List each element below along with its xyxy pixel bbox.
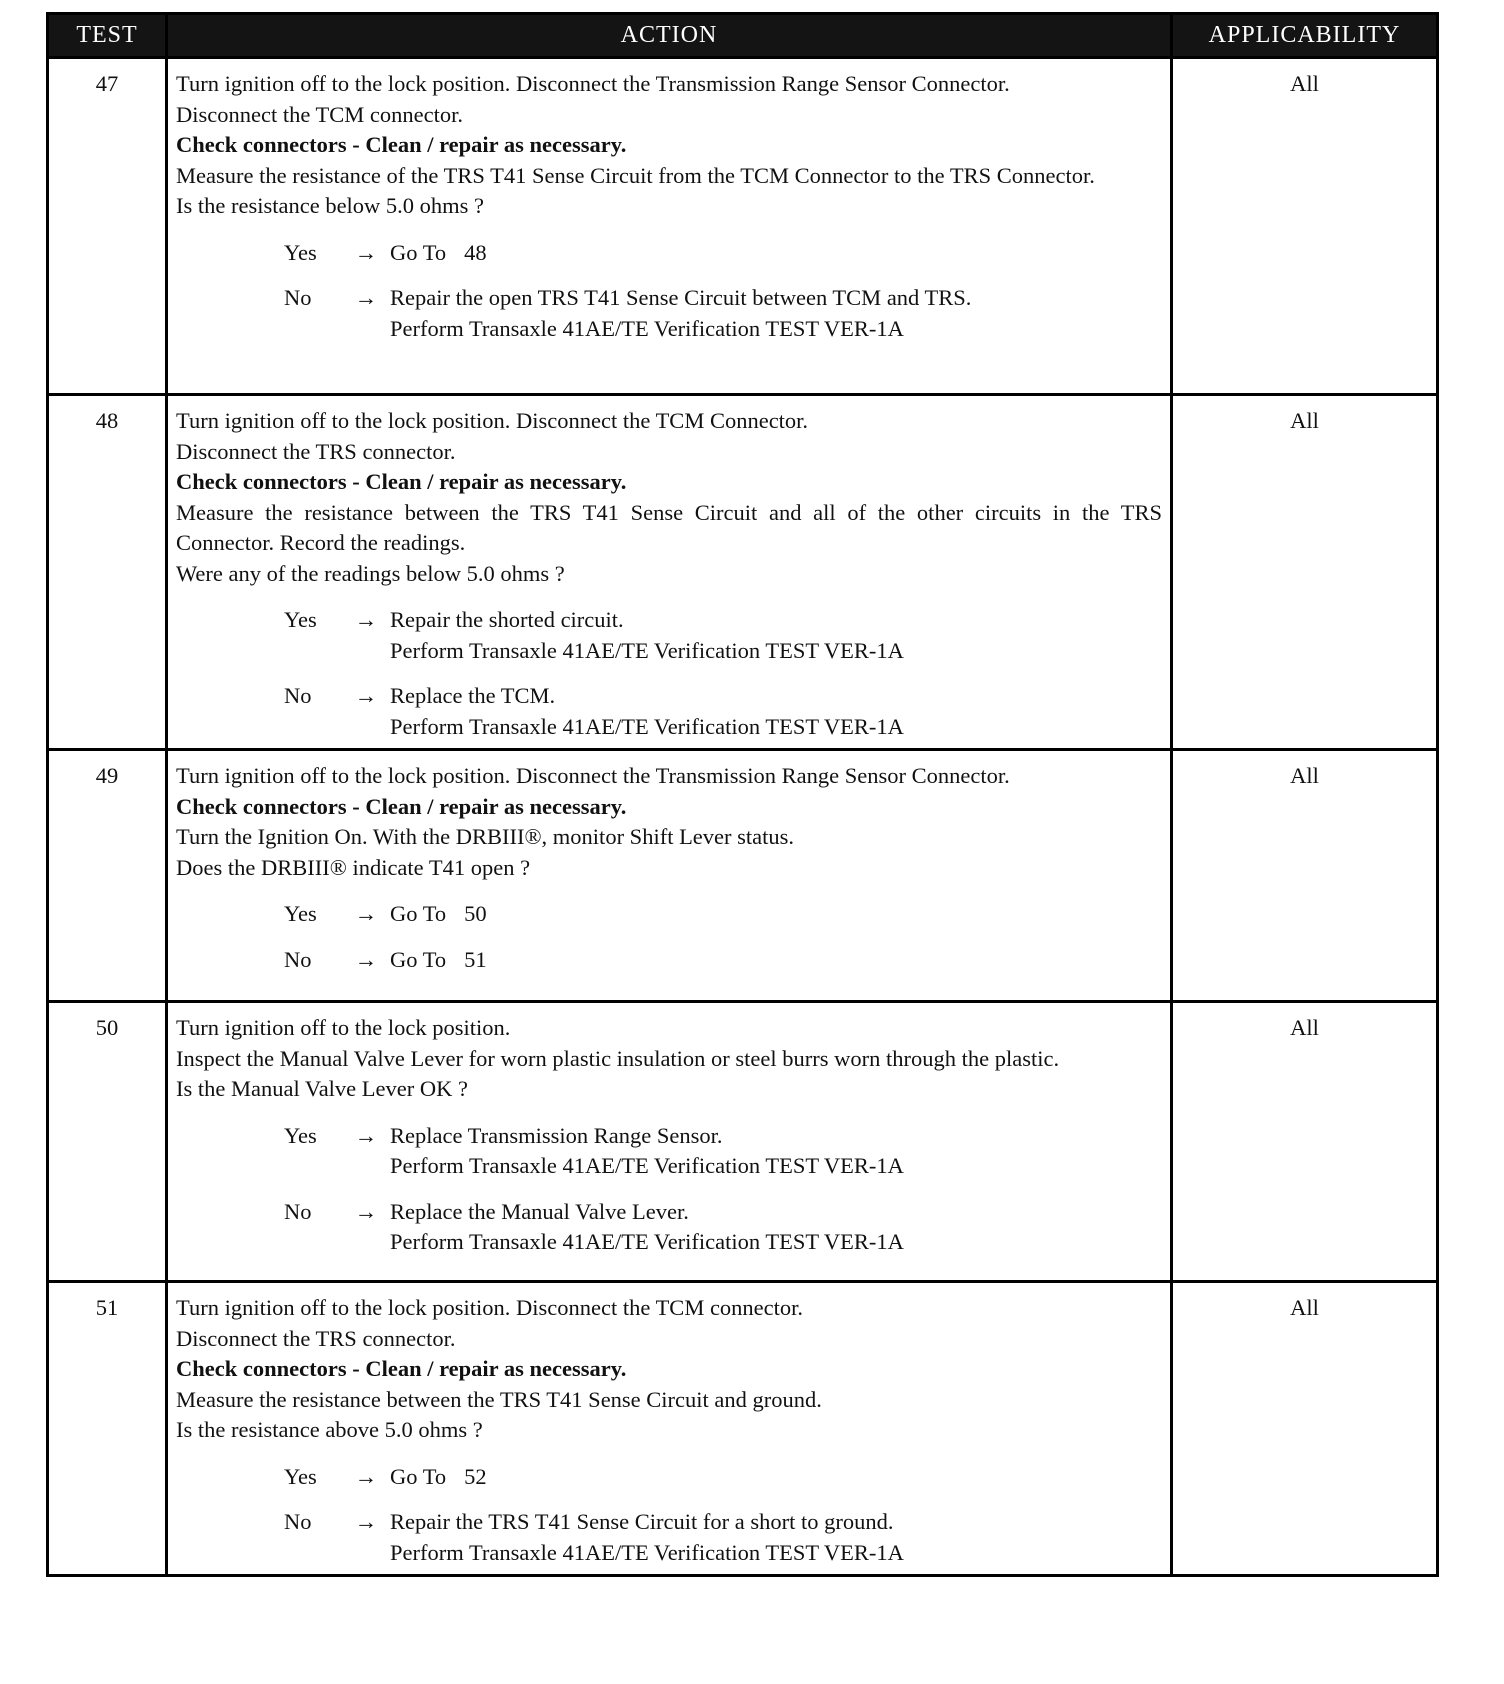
no-label: No: [284, 683, 312, 708]
verification-line: Perform Transaxle 41AE/TE Verification TEST VER-1A: [390, 315, 904, 341]
applicability: All: [1172, 750, 1438, 1002]
branch-result: [390, 1507, 1162, 1568]
test-row-47: [48, 58, 1438, 395]
arrow-icon: →: [354, 1463, 378, 1489]
arrow-icon: →: [354, 1509, 378, 1534]
check-connectors-note: Check connectors - Clean / repair as necessary.: [176, 1356, 627, 1381]
result-line: Repair the TRS T41 Sense Circuit for a short to ground.: [390, 1509, 894, 1534]
branches: [176, 605, 1162, 742]
arrow-icon: →: [354, 683, 378, 708]
branches: [176, 1121, 1162, 1258]
yes-label: Yes: [284, 607, 317, 632]
goto-label: Go To: [390, 901, 447, 926]
yes-label: Yes: [284, 1122, 317, 1148]
test-number: 50: [48, 1002, 167, 1282]
branch-result: [390, 283, 1162, 344]
no-branch: [284, 1507, 1162, 1568]
goto-result: [390, 238, 1162, 269]
verification-line: Perform Transaxle 41AE/TE Verification TEST VER-1A: [390, 713, 904, 739]
yes-label: Yes: [284, 901, 317, 926]
diagnostic-test-table: [46, 12, 1439, 1577]
result-line: Replace Transmission Range Sensor.: [390, 1122, 723, 1148]
step-text: Inspect the Manual Valve Lever for worn plastic insulation or steel burrs worn through the plastic.: [176, 1045, 1060, 1071]
check-connectors-note: Check connectors - Clean / repair as necessary.: [176, 132, 627, 157]
step-text: Turn ignition off to the lock position.: [176, 1015, 511, 1040]
no-label: No: [284, 1198, 312, 1224]
goto-result: [390, 945, 1162, 976]
no-label: No: [284, 285, 312, 310]
branch-result: [390, 681, 1162, 742]
table-header-row: [48, 14, 1438, 58]
branches: [176, 238, 1162, 345]
goto-test-link[interactable]: 50: [464, 901, 487, 926]
header-test: TEST: [48, 14, 167, 58]
header-applicability: APPLICABILITY: [1172, 14, 1438, 58]
goto-test-link[interactable]: 52: [464, 1463, 487, 1489]
arrow-icon: →: [354, 901, 378, 926]
test-action: [167, 1282, 1172, 1576]
test-number: 51: [48, 1282, 167, 1576]
result-line: Repair the open TRS T41 Sense Circuit between TCM and TRS.: [390, 285, 972, 310]
no-label: No: [284, 1509, 312, 1534]
applicability: All: [1172, 395, 1438, 750]
goto-test-link[interactable]: 48: [464, 239, 487, 265]
no-branch: [284, 1197, 1162, 1258]
arrow-icon: →: [354, 946, 378, 972]
applicability: All: [1172, 1282, 1438, 1576]
yes-branch: [284, 899, 1162, 930]
step-text: Turn ignition off to the lock position. Disconnect the TCM connector.: [176, 1295, 804, 1320]
no-branch: [284, 283, 1162, 344]
goto-label: Go To: [390, 1463, 447, 1489]
applicability: All: [1172, 1002, 1438, 1282]
test-question: Were any of the readings below 5.0 ohms ?: [176, 560, 565, 586]
no-branch: [284, 681, 1162, 742]
arrow-icon: →: [354, 239, 378, 265]
no-branch: [284, 945, 1162, 976]
yes-branch: [284, 1121, 1162, 1182]
check-connectors-note: Check connectors - Clean / repair as necessary.: [176, 469, 627, 494]
step-text: Disconnect the TRS connector.: [176, 1325, 456, 1351]
test-action: [167, 750, 1172, 1002]
applicability: All: [1172, 58, 1438, 395]
branch-result: [390, 605, 1162, 666]
test-question: Is the Manual Valve Lever OK ?: [176, 1076, 468, 1101]
result-line: Replace the TCM.: [390, 683, 556, 708]
verification-line: Perform Transaxle 41AE/TE Verification TEST VER-1A: [390, 637, 904, 663]
no-label: No: [284, 946, 312, 972]
goto-label: Go To: [390, 239, 447, 265]
goto-test-link[interactable]: 51: [464, 946, 487, 972]
yes-label: Yes: [284, 239, 317, 265]
test-row-48: [48, 395, 1438, 750]
goto-result: [390, 1462, 1162, 1493]
verification-line: Perform Transaxle 41AE/TE Verification TEST VER-1A: [390, 1153, 904, 1178]
branches: [176, 899, 1162, 975]
result-line: Repair the shorted circuit.: [390, 607, 624, 632]
yes-branch: [284, 1462, 1162, 1493]
goto-result: [390, 899, 1162, 930]
yes-branch: [284, 605, 1162, 666]
arrow-icon: →: [354, 1122, 378, 1148]
test-question: Does the DRBIII® indicate T41 open ?: [176, 854, 531, 880]
branches: [176, 1462, 1162, 1569]
step-text: Turn ignition off to the lock position. Disconnect the TCM Connector.: [176, 408, 809, 433]
step-text: Turn ignition off to the lock position. Disconnect the Transmission Range Sensor Connector.: [176, 763, 1010, 788]
test-action: [167, 58, 1172, 395]
goto-label: Go To: [390, 946, 447, 972]
step-text: Measure the resistance of the TRS T41 Sense Circuit from the TCM Connector to the TRS Connector.: [176, 162, 1095, 188]
step-text: Disconnect the TRS connector.: [176, 438, 456, 464]
verification-line: Perform Transaxle 41AE/TE Verification TEST VER-1A: [390, 1229, 904, 1254]
test-number: 47: [48, 58, 167, 395]
test-question: Is the resistance below 5.0 ohms ?: [176, 193, 485, 218]
result-line: Replace the Manual Valve Lever.: [390, 1198, 689, 1224]
step-text: Measure the resistance between the TRS T41 Sense Circuit and all of the other circuits in the TRS Connector. Record the readings.: [176, 499, 1162, 555]
arrow-icon: →: [354, 607, 378, 632]
test-question: Is the resistance above 5.0 ohms ?: [176, 1417, 483, 1442]
verification-line: Perform Transaxle 41AE/TE Verification TEST VER-1A: [390, 1539, 904, 1565]
step-text: Disconnect the TCM connector.: [176, 101, 464, 127]
step-text: Turn the Ignition On. With the DRBIII®, monitor Shift Lever status.: [176, 824, 795, 849]
test-action: [167, 1002, 1172, 1282]
step-text: Turn ignition off to the lock position. Disconnect the Transmission Range Sensor Connector.: [176, 71, 1010, 96]
test-row-50: [48, 1002, 1438, 1282]
branch-result: [390, 1121, 1162, 1182]
test-row-49: [48, 750, 1438, 1002]
header-action: ACTION: [167, 14, 1172, 58]
test-action: [167, 395, 1172, 750]
yes-branch: [284, 238, 1162, 269]
arrow-icon: →: [354, 1198, 378, 1224]
test-number: 48: [48, 395, 167, 750]
check-connectors-note: Check connectors - Clean / repair as necessary.: [176, 793, 627, 819]
yes-label: Yes: [284, 1463, 317, 1489]
diagnostic-test-document: [46, 12, 1436, 1577]
arrow-icon: →: [354, 285, 378, 310]
test-number: 49: [48, 750, 167, 1002]
branch-result: [390, 1197, 1162, 1258]
step-text: Measure the resistance between the TRS T41 Sense Circuit and ground.: [176, 1386, 822, 1412]
test-row-51: [48, 1282, 1438, 1576]
